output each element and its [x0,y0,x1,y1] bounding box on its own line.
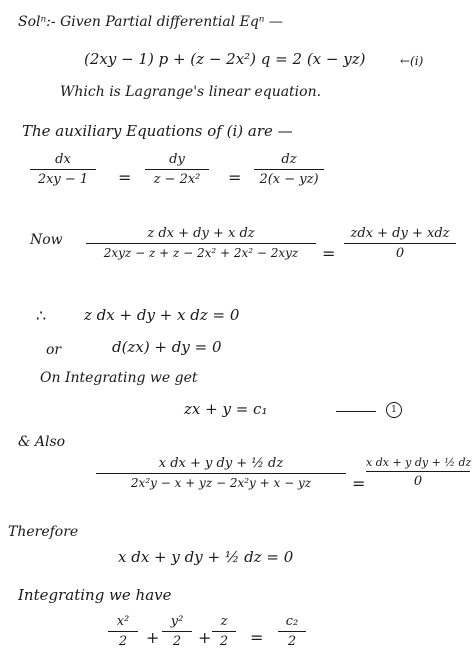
now-label: Now [30,232,63,248]
integrating-label: Integrating we have [18,586,172,604]
aux-fraction-3: dz 2(x − yz) [254,152,324,187]
reference-dash [336,411,376,412]
therefore-symbol: ∴ [36,306,47,325]
solution-1-marker: 1 [386,402,402,418]
equals-sign: = [228,168,242,187]
equals-sign: = [250,628,264,647]
equals-sign: = [352,474,366,493]
lagrange-note: Which is Lagrange's linear equation. [60,84,322,100]
therefore-label: Therefore [8,524,79,540]
exact-differential-equation: d(zx) + dy = 0 [112,338,222,356]
plus-sign: + [146,628,160,647]
final-rhs: c₂ 2 [278,614,306,649]
now-fraction-right: zdx + dy + xdz 0 [344,226,456,261]
or-label: or [46,342,62,358]
on-integrating-label: On Integrating we get [40,370,198,386]
second-total-differential: x dx + y dy + ½ dz = 0 [118,548,294,566]
also-fraction-left: x dx + y dy + ½ dz 2x²y − x + yz − 2x²y + x − yz [96,456,346,490]
also-fraction-right: x dx + y dy + ½ dz 0 [366,456,472,489]
aux-fraction-2: dy z − 2x² [145,152,209,187]
final-term-3: z 2 [212,614,236,649]
solution-heading: Solⁿ:- Given Partial differential Eqⁿ — [18,14,283,30]
auxiliary-intro: The auxiliary Equations of (i) are — [22,122,293,140]
first-solution: zx + y = c₁ [184,400,268,418]
now-fraction-left: z dx + dy + x dz 2xyz − z + z − 2x² + 2x² − 2xyz [86,226,316,260]
plus-sign: + [198,628,212,647]
also-label: & Also [18,434,66,450]
equals-sign: = [322,244,336,263]
total-differential-equation: z dx + dy + x dz = 0 [84,306,240,324]
pde-reference: ←(i) [400,54,424,68]
pde-equation: (2xy − 1) p + (z − 2x²) q = 2 (x − yz) [84,50,366,68]
final-term-2: y² 2 [162,614,192,649]
equals-sign: = [118,168,132,187]
final-term-1: x² 2 [108,614,138,649]
aux-fraction-1: dx 2xy − 1 [30,152,96,187]
